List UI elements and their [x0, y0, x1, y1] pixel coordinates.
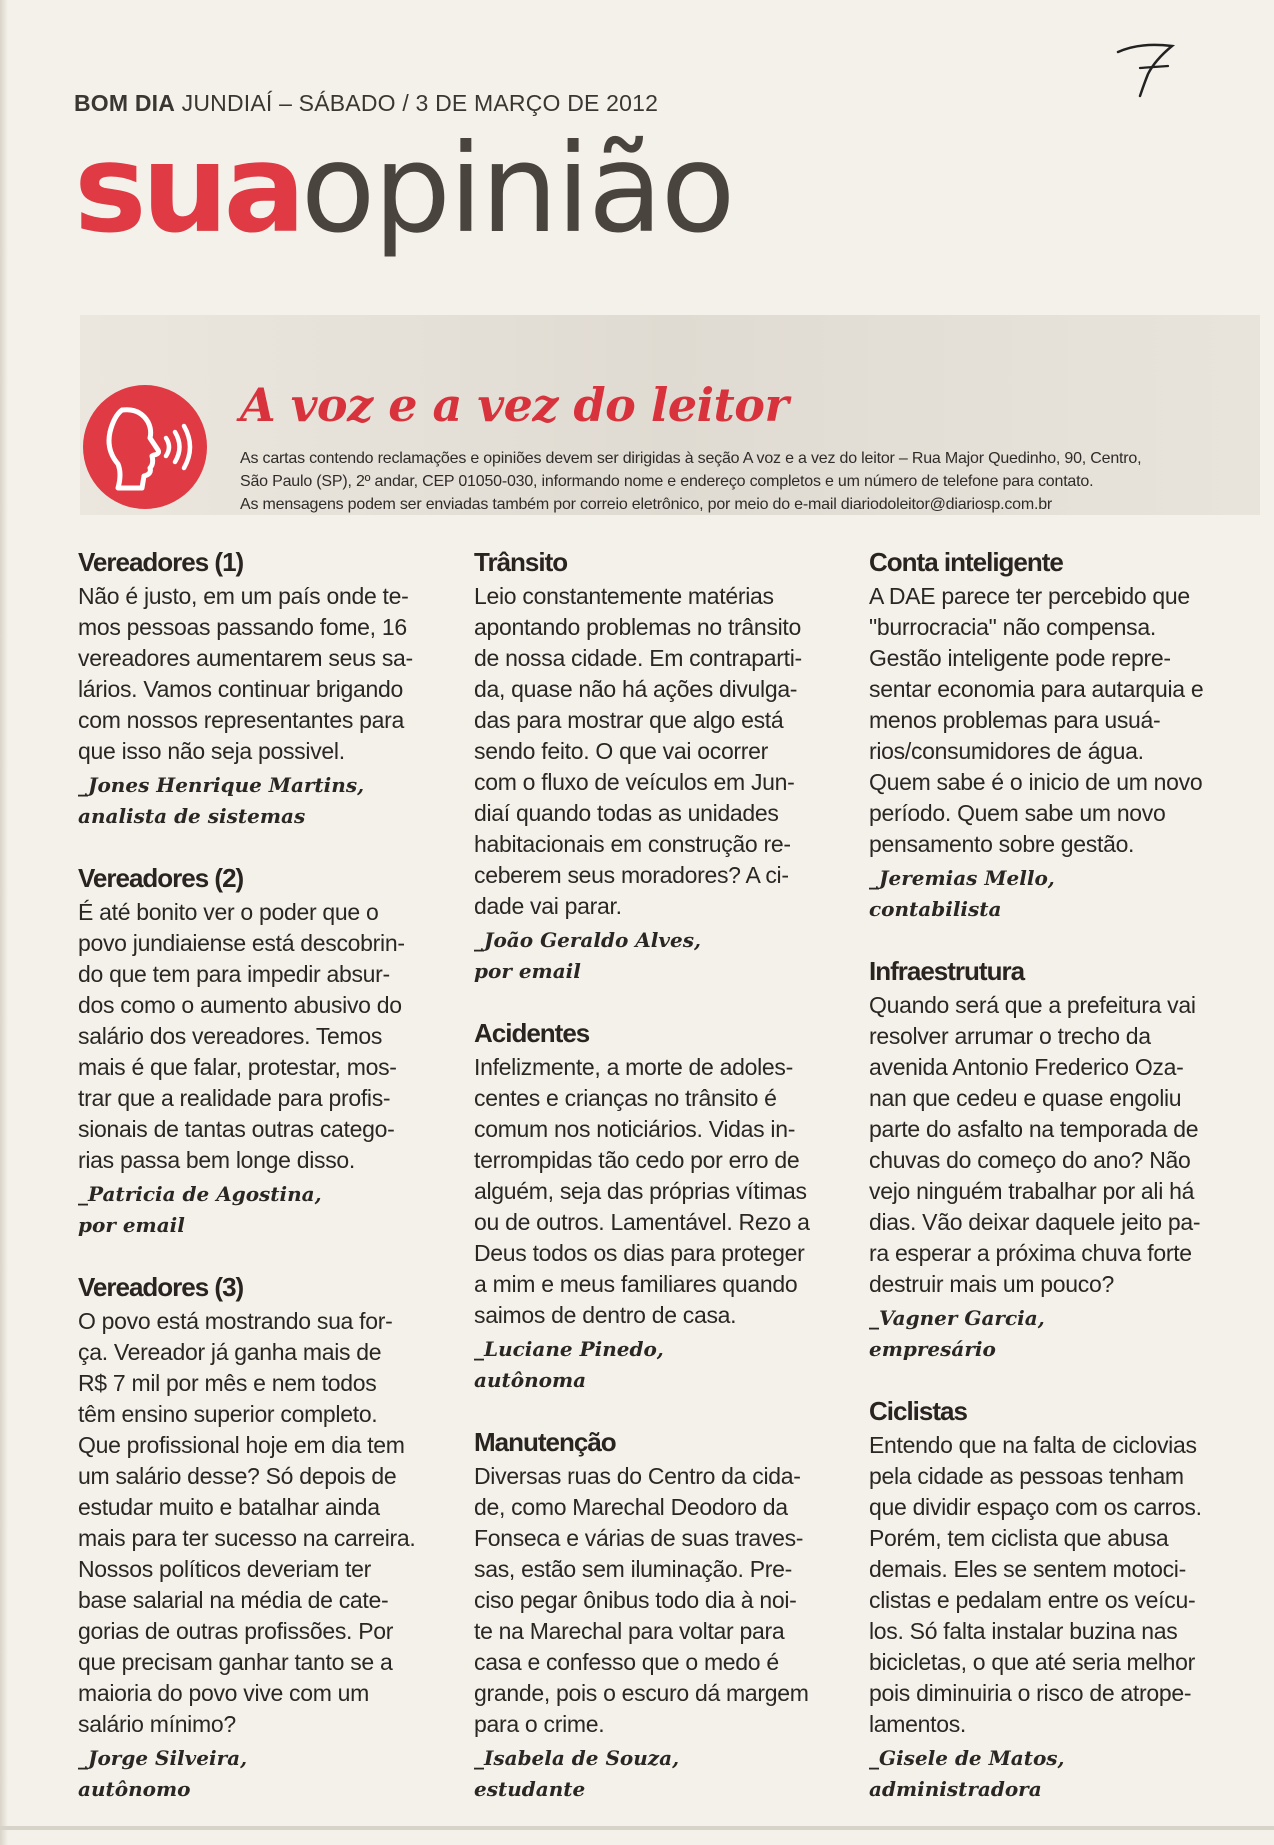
handwritten-mark-icon: [1110, 12, 1180, 102]
letter-line: lários. Vamos continuar brigando: [78, 676, 403, 702]
letter-line: Deus todos os dias para proteger: [474, 1240, 805, 1266]
reader-letter: [474, 546, 849, 987]
letter-line: a mim e meus familiares quando: [474, 1271, 798, 1297]
letter-line: pois diminuiria o risco de atrope-: [869, 1680, 1192, 1706]
letter-line: Que profissional hoje em dia tem: [78, 1432, 405, 1458]
letter-line: base salarial na média de cate-: [78, 1587, 389, 1613]
letter-line: "burrocracia" não compensa.: [869, 614, 1156, 640]
letter-line: A DAE parece ter percebido que: [869, 583, 1190, 609]
letter-line: Fonseca e várias de suas traves-: [474, 1525, 804, 1551]
letter-line: nan que cedeu e quase engoliu: [869, 1085, 1182, 1111]
letter-line: los. Só falta instalar buzina nas: [869, 1618, 1178, 1644]
reader-letter: [869, 546, 1244, 925]
reader-letter: [869, 955, 1244, 1365]
signature-occupation: autônomo: [78, 1777, 191, 1801]
letter-line: de, como Marechal Deodoro da: [474, 1494, 788, 1520]
letter-line: bicicletas, o que até seria melhor: [869, 1649, 1196, 1675]
reader-letter: [474, 1426, 849, 1805]
letter-line: diaí quando todas as unidades: [474, 800, 779, 826]
signature-occupation: autônoma: [474, 1368, 587, 1392]
letter-line: clistas e pedalam entre os veícu-: [869, 1587, 1196, 1613]
signature-occupation: administradora: [869, 1777, 1042, 1801]
signature-occupation: por email: [78, 1213, 185, 1237]
letter-line: demais. Eles se sentem motoci-: [869, 1556, 1186, 1582]
letter-line: ou de outros. Lamentável. Rezo a: [474, 1209, 810, 1235]
letter-line: ra esperar a próxima chuva forte: [869, 1240, 1192, 1266]
letter-title: Vereadores (2): [78, 863, 244, 893]
letter-line: centes e crianças no trânsito é: [474, 1085, 777, 1111]
letter-line: sentar economia para autarquia e: [869, 676, 1204, 702]
column-2: [474, 546, 849, 1835]
letter-line: grande, pois o escuro dá margem: [474, 1680, 809, 1706]
speaking-head-icon: [82, 384, 208, 510]
reader-letter: [78, 546, 453, 832]
page-edge: [0, 0, 8, 1845]
letter-line: dias. Vão deixar daquele jeito pa-: [869, 1209, 1201, 1235]
reader-letter: [474, 1017, 849, 1396]
letter-line: terrompidas tão cedo por erro de: [474, 1147, 800, 1173]
letter-title: Trânsito: [474, 547, 568, 577]
letter-line: sendo feito. O que vai ocorrer: [474, 738, 768, 764]
letter-line: Infelizmente, a morte de adoles-: [474, 1054, 793, 1080]
intro-line: As mensagens podem ser enviadas também por correio eletrônico, por meio do e-mail diariodoleitor@diariosp.com.br: [240, 496, 1053, 513]
intro-line: São Paulo (SP), 2º andar, CEP 01050-030, informando nome e endereço completos e um número de telefone para contato.: [240, 473, 1094, 490]
letter-title: Conta inteligente: [869, 547, 1063, 577]
letter-line: menos problemas para usuá-: [869, 707, 1161, 733]
letter-signature: [78, 1743, 453, 1805]
letter-body: [474, 581, 849, 922]
letter-line: com nossos representantes para: [78, 707, 404, 733]
masthead-opiniao: opinião: [300, 118, 734, 260]
reader-letter: [78, 1271, 453, 1805]
letter-body: [869, 990, 1244, 1300]
letter-line: Não é justo, em um país onde te-: [78, 583, 409, 609]
letter-line: que precisam ganhar tanto se a: [78, 1649, 393, 1675]
letter-line: comum nos noticiários. Vidas in-: [474, 1116, 796, 1142]
letter-signature: [474, 1743, 849, 1805]
letter-line: sas, estão sem iluminação. Pre-: [474, 1556, 792, 1582]
letter-title: Acidentes: [474, 1018, 590, 1048]
intro-line: As cartas contendo reclamações e opiniões devem ser dirigidas à seção A voz e a vez do leitor – Rua Major Quedinho, 90, Centro,: [240, 450, 1142, 467]
letter-signature: [869, 863, 1244, 925]
letter-line: mais é que falar, protestar, mos-: [78, 1054, 397, 1080]
letter-line: lamentos.: [869, 1711, 967, 1737]
letter-line: da, quase não há ações divulga-: [474, 676, 798, 702]
signature-occupation: contabilista: [869, 897, 1002, 921]
letter-signature: [78, 1179, 453, 1241]
letter-line: gorias de outras profissões. Por: [78, 1618, 394, 1644]
letter-line: Quando será que a prefeitura vai: [869, 992, 1196, 1018]
letter-body: [474, 1461, 849, 1740]
column-3: [869, 546, 1244, 1835]
letter-line: vereadores aumentarem seus sa-: [78, 645, 413, 671]
letter-line: mos pessoas passando fome, 16: [78, 614, 407, 640]
signature-occupation: estudante: [474, 1777, 586, 1801]
letter-line: das para mostrar que algo está: [474, 707, 784, 733]
section-title: A voz e a vez do leitor: [240, 378, 789, 432]
signature-name: _Patricia de Agostina,: [78, 1182, 322, 1206]
letter-line: apontando problemas no trânsito: [474, 614, 801, 640]
letter-line: Porém, tem ciclista que abusa: [869, 1525, 1169, 1551]
letter-line: saimos de dentro de casa.: [474, 1302, 737, 1328]
letter-line: salário mínimo?: [78, 1711, 236, 1737]
signature-occupation: por email: [474, 959, 581, 983]
letter-line: casa e confesso que o medo é: [474, 1649, 779, 1675]
letter-body: [78, 897, 453, 1176]
masthead-sua: sua: [74, 118, 301, 260]
letter-line: Entendo que na falta de ciclovias: [869, 1432, 1197, 1458]
letter-line: R$ 7 mil por mês e nem todos: [78, 1370, 377, 1396]
letter-line: Quem sabe é o inicio de um novo: [869, 769, 1203, 795]
letter-signature: [869, 1743, 1244, 1805]
letter-line: povo jundiaiense está descobrin-: [78, 930, 405, 956]
letter-line: parte do asfalto na temporada de: [869, 1116, 1199, 1142]
section-masthead: [74, 118, 734, 298]
page-bottom-edge: [0, 1826, 1274, 1830]
letter-line: um salário desse? Só depois de: [78, 1463, 397, 1489]
letter-line: de nossa cidade. Em contraparti-: [474, 645, 802, 671]
letter-line: que dividir espaço com os carros.: [869, 1494, 1202, 1520]
letter-line: ça. Vereador já ganha mais de: [78, 1339, 382, 1365]
letter-line: maioria do povo vive com um: [78, 1680, 370, 1706]
letter-title: Manutenção: [474, 1427, 616, 1457]
reader-letter: [869, 1395, 1244, 1805]
letter-body: [78, 581, 453, 767]
letter-line: rios/consumidores de água.: [869, 738, 1144, 764]
letter-body: [474, 1052, 849, 1331]
letter-title: Infraestrutura: [869, 956, 1025, 986]
signature-name: _Jeremias Mello,: [869, 866, 1055, 890]
letter-body: [78, 1306, 453, 1740]
letter-line: para o crime.: [474, 1711, 605, 1737]
letter-title: Vereadores (1): [78, 547, 244, 577]
letter-title: Vereadores (3): [78, 1272, 244, 1302]
letter-line: resolver arrumar o trecho da: [869, 1023, 1151, 1049]
letter-line: dos como o aumento abusivo do: [78, 992, 402, 1018]
column-1: [78, 546, 453, 1835]
reader-letter: [78, 862, 453, 1241]
letter-line: É até bonito ver o poder que o: [78, 899, 379, 925]
signature-occupation: empresário: [869, 1337, 996, 1361]
letter-signature: [78, 770, 453, 832]
letter-line: te na Marechal para voltar para: [474, 1618, 785, 1644]
signature-name: _Isabela de Souza,: [474, 1746, 680, 1770]
letter-line: que isso não seja possivel.: [78, 738, 345, 764]
letter-line: período. Quem sabe um novo: [869, 800, 1166, 826]
letter-line: vejo ninguém trabalhar por ali há: [869, 1178, 1195, 1204]
letter-line: trar que a realidade para profis-: [78, 1085, 391, 1111]
letter-line: rias passa bem longe disso.: [78, 1147, 355, 1173]
letter-body: [869, 1430, 1244, 1740]
letter-line: salário dos vereadores. Temos: [78, 1023, 383, 1049]
signature-name: _Vagner Garcia,: [869, 1306, 1045, 1330]
letter-line: chuvas do começo do ano? Não: [869, 1147, 1191, 1173]
letter-line: avenida Antonio Frederico Oza-: [869, 1054, 1184, 1080]
letter-signature: [474, 1334, 849, 1396]
signature-name: _Jorge Silveira,: [78, 1746, 248, 1770]
letter-line: estudar muito e batalhar ainda: [78, 1494, 380, 1520]
letter-line: Leio constantemente matérias: [474, 583, 774, 609]
letter-line: destruir mais um pouco?: [869, 1271, 1114, 1297]
section-intro: [240, 447, 1240, 516]
letter-line: têm ensino superior completo.: [78, 1401, 378, 1427]
signature-occupation: analista de sistemas: [78, 804, 306, 828]
signature-name: _Gisele de Matos,: [869, 1746, 1065, 1770]
letter-line: dade vai parar.: [474, 893, 622, 919]
letter-body: [869, 581, 1244, 860]
signature-name: _Luciane Pinedo,: [474, 1337, 664, 1361]
letter-line: pensamento sobre gestão.: [869, 831, 1135, 857]
letter-line: Diversas ruas do Centro da cida-: [474, 1463, 801, 1489]
signature-name: _Jones Henrique Martins,: [78, 773, 365, 797]
newspaper-brand: BOM DIA: [74, 90, 176, 116]
letter-line: Nossos políticos deveriam ter: [78, 1556, 371, 1582]
letter-line: O povo está mostrando sua for-: [78, 1308, 393, 1334]
letter-line: do que tem para impedir absur-: [78, 961, 390, 987]
dateline-text: JUNDIAÍ – SÁBADO / 3 DE MARÇO DE 2012: [181, 90, 659, 116]
letter-title: Ciclistas: [869, 1396, 967, 1426]
letter-line: Gestão inteligente pode repre-: [869, 645, 1171, 671]
letter-signature: [474, 925, 849, 987]
letter-line: alguém, seja das próprias vítimas: [474, 1178, 807, 1204]
letter-signature: [869, 1303, 1244, 1365]
dateline: [74, 90, 658, 117]
letter-line: com o fluxo de veículos em Jun-: [474, 769, 795, 795]
letter-line: sionais de tantas outras catego-: [78, 1116, 395, 1142]
letter-line: mais para ter sucesso na carreira.: [78, 1525, 416, 1551]
signature-name: _João Geraldo Alves,: [474, 928, 701, 952]
letter-line: ceberem seus moradores? A ci-: [474, 862, 789, 888]
letter-line: ciso pegar ônibus todo dia à noi-: [474, 1587, 797, 1613]
letter-line: habitacionais em construção re-: [474, 831, 791, 857]
letter-line: pela cidade as pessoas tenham: [869, 1463, 1184, 1489]
